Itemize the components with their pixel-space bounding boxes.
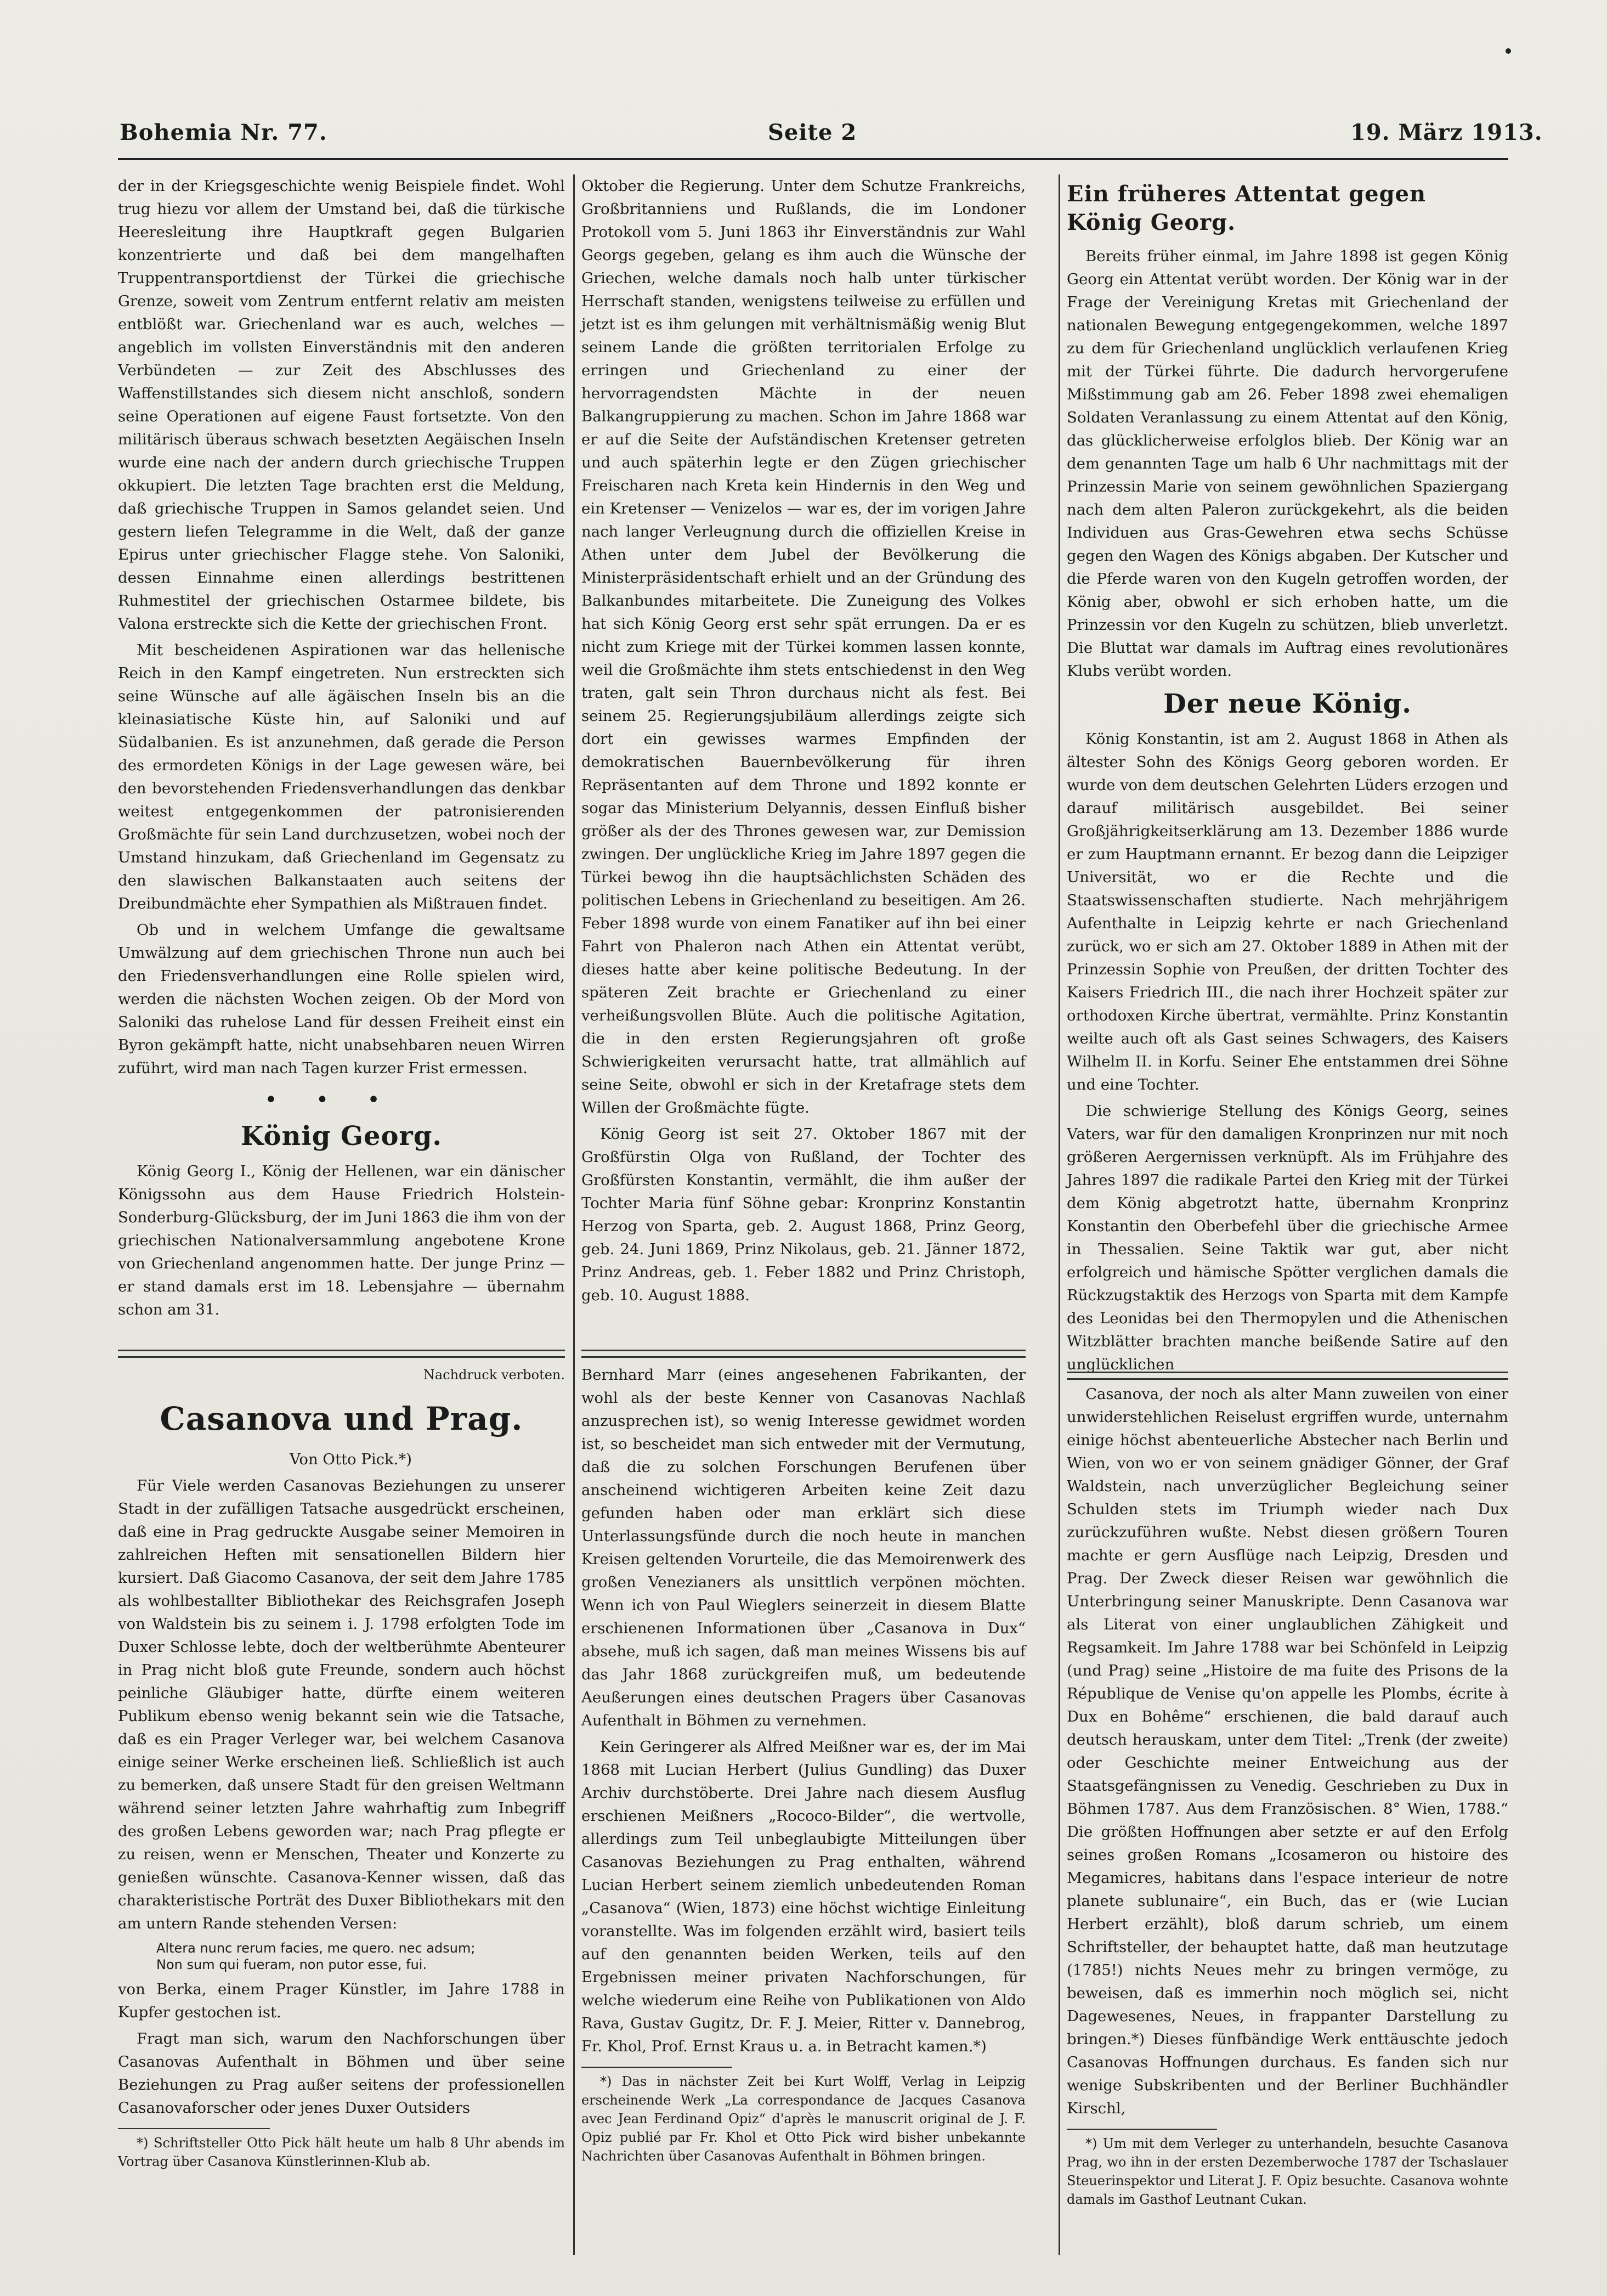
casanova-column-2 (581, 1363, 1026, 2258)
column-3-top (1067, 174, 1508, 1373)
column-rule (1059, 174, 1060, 1379)
footnote: *) Schriftsteller Otto Pick hält heute um halb 8 Uhr abends im Vortrag über Casanova Künstlerinnen-Klub ab. (118, 2135, 565, 2169)
latin-quote-line: Altera nunc rerum facies, me quero. nec adsum; (156, 1940, 476, 1956)
reprint-note: Nachdruck verboten. (423, 1367, 565, 1383)
section-rule (581, 1350, 1026, 1358)
section-rule (1067, 1372, 1508, 1380)
paragraph: Oktober die Regierung. Unter dem Schutze Frankreichs, Großbritanniens und Rußlands, die im Londoner Protokoll vom 5. Juni 1863 ihr Einverständnis zur Wahl Georgs gegeben, gelang es ihm auch die Wünsche der Griechen, welche damals noch halb unter türkischer Herrschaft standen, wenigstens teilweise zu erfüllen und jetzt ist es ihm gelungen mit verhältnismäßig wenig Blut seinem Lande die größten territorialen Erfolge zu erringen und Griechenland zu einer der hervorragendsten Mächte in der neuen Balkangruppierung zu machen. Schon im Jahre 1868 war er auf die Seite der Aufständischen Kretenser getreten und auch späterhin legte er den Zügen griechischer Freischaren nach Kreta kein Hindernis in den Weg und ein Kretenser — Venizelos — war es, der im vorigen Jahre nach langer Verleugnung durch die offiziellen Kreise in Athen unter dem Jubel der Bevölkerung die Ministerpräsidentschaft erhielt und an der Gründung des Balkanbundes mitarbeitete. Die Zuneigung des Volkes hat sich König Georg erst sehr spät errungen. Da er es nicht zum Kriege mit der Türkei kommen lassen konnte, weil die Großmächte ihm stets entschiedenst in den Weg traten, galt sein Thron durchaus nicht als fest. Bei seinem 25. Regierungsjubiläum allerdings zeigte sich dort ein gewisses warmes Empfinden der demokratischen Bauernbevölkerung für ihren Repräsentanten auf dem Throne und 1892 konnte er sogar das Ministerium Delyannis, dessen Einfluß bisher größer als der des Thrones gewesen war, zur Demission zwingen. Der unglückliche Krieg im Jahre 1897 gegen die Türkei bewog ihn die hauptsächlichsten Schäden des politischen Lebens in Griechenland zu beseitigen. Am 26. Feber 1898 wurde von einem Fanatiker auf ihn bei einer Fahrt von Phaleron nach Athen ein Attentat verübt, dieses hatte aber keine politische Bedeutung. In der späteren Zeit brachte er Griechenland zu einer verheißungsvollen Blüte. Auch die politische Agitation, die in den ersten Regierungsjahren oft große Schwierigkeiten verursacht hatte, trat allmählich auf seine Seite, obwohl er sich in der Kretafrage stets dem Willen der Großmächte fügte. (581, 177, 1026, 1116)
article-title-neuer-koenig: Der neue König. (1163, 689, 1412, 719)
column-rule (573, 174, 575, 1379)
paragraph: König Georg ist seit 27. Oktober 1867 mit der Großfürstin Olga von Rußland, der Tochter des Großfürsten Konstantin, vermählt, die ihm außer der Tochter Maria fünf Söhne gebar: Kronprinz Konstantin Herzog von Sparta, geb. 2. August 1868, Prinz Georg, geb. 24. Juni 1869, Prinz Nikolaus, geb. 21. Jänner 1872, Prinz Andreas, geb. 1. Feber 1882 und Prinz Christoph, geb. 10. August 1888. (581, 1125, 1026, 1304)
column-rule (573, 1361, 575, 2255)
masthead-issue: Bohemia Nr. 77. (120, 120, 327, 145)
paragraph: Für Viele werden Casanovas Beziehungen zu unserer Stadt in der zufälligen Tatsache ausgedrückt erscheinen, daß eine in Prag gedruckte Ausgabe seiner Memoiren in zahlreichen Heften mit sensationellen Bildern hier kursiert. Daß Giacomo Casanova, der seit dem Jahre 1785 als wohlbestallter Bibliothekar des Reichsgrafen Joseph von Waldstein bis zu seinem i. J. 1798 erfolgten Tode im Duxer Schlosse lebte, doch der weltberühmte Abenteurer in Prag nicht bloß gute Freunde, sondern auch höchst peinliche Gläubiger hatte, dürfte einem weiteren Publikum ebenso wenig bekannt sein wie die Tatsache, daß es ein Prager Verleger war, bei welchem Casanova einige seiner Werke erscheinen ließ. Schließlich ist auch zu bemerken, daß unsere Stadt für den greisen Weltmann während seiner letzten Jahre wahrhaftig zum Inbegriff des großen Lebens geworden war; nach Prag pflegte er zu reisen, wenn er Menschen, Theater und Konzerte zu genießen wünschte. Casanova-Kenner wissen, daß das charakteristische Porträt des Duxer Bibliothekars mit den am untern Rande stehenden Versen: (118, 1477, 565, 1932)
page-number: Seite 2 (768, 120, 857, 145)
casanova-column-3 (1067, 1383, 1508, 2258)
paragraph: Mit bescheidenen Aspirationen war das hellenische Reich in den Kampf eingetreten. Nun erstreckten sich seine Wünsche auf alle ägäischen Inseln bis an die kleinasiatische Küste hin, auf Saloniki und auf Südalbanien. Es ist anzunehmen, daß gerade die Person des ermordeten Königs in der Lage gewesen wäre, bei den bevorstehenden Friedensverhandlungen das denkbar weitest entgegenkommen der patronisierenden Großmächte für sein Land durchzusetzen, wobei noch der Umstand hinzukam, daß Griechenland im Gegensatz zu den slawischen Balkanstaaten auch seitens der Dreibundmächte eher Sympathien als Mißtrauen findet. (118, 641, 565, 912)
page-header (0, 120, 1607, 153)
section-separator-stars: ••• (264, 1087, 418, 1113)
footnote: *) Das in nächster Zeit bei Kurt Wolff, Verlag in Leipzig erscheinende Werk „La correspondance de Jacques Casanova avec Jean Ferdinand Opiz“ d'après le manuscrit original de J. F. Opiz publié par Fr. Khol et Otto Pick wird bisher unbekannte Nachrichten über Casanovas Aufenthalt in Böhmen bringen. (581, 2074, 1026, 2164)
paragraph: Fragt man sich, warum den Nachforschungen über Casanovas Aufenthalt in Böhmen und über seine Beziehungen zu Prag außer seitens der professionellen Casanovaforscher oder jenes Duxer Outsiders (118, 2030, 565, 2117)
paragraph: Bereits früher einmal, im Jahre 1898 ist gegen König Georg ein Attentat verübt worden. Der König war in der Frage der Vereinigung Kretas mit Griechenland der nationalen Bewegung entgegengekommen, welche 1897 zu dem für Griechenland unglücklich verlaufenen Krieg mit der Türkei führte. Die dadurch hervorgerufene Mißstimmung gab am 26. Feber 1898 zwei ehemaligen Soldaten Veranlassung zu einem Attentat auf den König, das glücklicherweise erfolglos blieb. Der König war an dem genannten Tage um halb 6 Uhr nachmittags mit der Prinzessin Marie von seinem gewöhnlichen Spaziergang nach dem alten Paleron zurückgekehrt, als die beiden Individuen aus Gras-Gewehren etwa sechs Schüsse gegen den Wagen des Königs abgaben. Der Kutscher und die Pferde waren von den Kugeln getroffen worden, der König aber, obwohl er sich erhoben hatte, um die Prinzessin vor den Kugeln zu schützen, blieb unverletzt. Die Bluttat war damals im Auftrag eines revolutionäres Klubs verübt worden. (1067, 247, 1508, 680)
paragraph: Casanova, der noch als alter Mann zuweilen von einer unwiderstehlichen Reiselust ergriffen wurde, unternahm einige höchst abenteuerliche Abstecher nach Berlin und Wien, von wo er von seinem gnädiger Gönner, der Graf Waldstein, nach unverzüglicher Begleichung seiner Schulden stets im Triumph wieder nach Dux zurückzuführen wußte. Nebst diesen größern Touren machte er gern Ausflüge nach Leipzig, Dresden und Prag. Der Zweck dieser Reisen war gewöhnlich die Unterbringung seiner Manuskripte. Denn Casanova war als Literat von einer unglaublichen Zähigkeit und Regsamkeit. Im Jahre 1788 war bei Schönfeld in Leipzig (und Prag) seine „Histoire de ma fuite des Prisons de la République de Venise qu'on appelle les Plombs, écrite à Dux en Bohême“ erschienen, die bald darauf auch deutsch herauskam, unter dem Titel: „Trenk (der zweite) oder Geschichte meiner Entweichung aus der Staatsgefängnissen zu Venedig. Geschrieben zu Dux in Böhmen 1787. Aus dem Französischen. 8° Wien, 1788.“ Die größten Hoffnungen aber setzte er auf den Erfolg seines großen Romans „Icosameron ou histoire des Megamicres, habitans dans l'espace interieur de notre planete sublunaire“, ein Buch, das er (wie Lucian Herbert erzählt), bloß darum schrieb, um einem Schriftsteller, der behauptet hatte, daß man heutzutage (1785!) nichts Neues mehr zu bringen vermöge, zu beweisen, daß es immerhin noch möglich sei, nicht Dagewesenes, Neues, in frappanter Darstellung zu bringen.*) Dieses fünfbändige Werk enttäuschte jedoch Casanovas Hoffnungen durchaus. Es fanden sich nur wenige Subskribenten und der Berliner Buchhändler Kirschl, (1067, 1385, 1508, 2117)
paragraph: der in der Kriegsgeschichte wenig Beispiele findet. Wohl trug hiezu vor allem der Umstand bei, daß die türkische Heeresleitung ihre Hauptkraft gegen Bulgarien konzentrierte und daß bei dem mangelhaften Truppentransportdienst der Türkei die griechische Grenze, soweit vom Zentrum entfernt relativ am meisten entblößt war. Griechenland war es auch, welches — angeblich im vollsten Einverständnis mit den anderen Verbündeten — zur Zeit des Abschlusses des Waffenstillstandes sich diesem nicht anschloß, sondern seine Operationen auf eigene Faust fortsetzte. Von den militärisch überaus schwach besetzten Aegäischen Inseln wurde eine nach der andern durch griechische Truppen okkupiert. Die letzten Tage brachten erst die Meldung, daß griechische Truppen in Samos gelandet seien. Und gestern liefen Telegramme in die Welt, daß der ganze Epirus unter griechischer Flagge stehe. Von Saloniki, dessen Einnahme einen allerdings bestrittenen Ruhmestitel der griechischen Ostarmee bildete, bis Valona erstreckte sich die Kette der griechischen Front. (118, 177, 565, 633)
footnote-rule (581, 2067, 732, 2068)
column-1-top (118, 174, 565, 1343)
column-2-top (581, 174, 1026, 1343)
paragraph: Kein Geringerer als Alfred Meißner war es, der im Mai 1868 mit Lucian Herbert (Julius Gundling) das Duxer Archiv durchstöberte. Drei Jahre nach diesem Ausflug erschienen Meißners „Rococo-Bilder“, die wertvolle, allerdings zum Teil unbeglaubigte Mitteilungen über Casanovas Beziehungen zu Prag enthalten, während Lucian Herbert seinem ziemlich unbedeutenden Roman „Casanova“ (Wien, 1873) eine höchst wichtige Einleitung voranstellte. Was im folgenden erzählt wird, basiert teils auf den genannten beiden Werken, teils auf den Ergebnissen meiner privaten Nachforschungen, für welche wiederum eine Reihe von Publikationen von Aldo Rava, Gustav Gugitz, Dr. F. J. Meier, Ritter v. Dannebrog, Fr. Khol, Prof. Ernst Kraus u. a. in Betracht kamen.*) (581, 1738, 1026, 2055)
paragraph: Ob und in welchem Umfange die gewaltsame Umwälzung auf dem griechischen Throne nun auch bei den Friedensverhandlungen eine Rolle spielen wird, werden die nächsten Wochen zeigen. Ob der Mord von Saloniki das ruhelose Land für dessen Freiheit einst ein Byron gekämpft hatte, nicht unabsehbaren neuen Wirren zuführt, wird man nach Tagen kurzer Frist ermessen. (118, 921, 565, 1077)
paragraph: von Berka, einem Prager Künstler, im Jahre 1788 in Kupfer gestochen ist. (118, 1981, 565, 2021)
byline: Von Otto Pick.*) (290, 1451, 412, 1468)
paragraph: Bernhard Marr (eines angesehenen Fabrikanten, der wohl als der beste Kenner von Casanovas Nachlaß anzusprechen ist), so wenig Interesse gewidmet worden ist, so bescheidet man sich entweder mit der Vermutung, daß die zu solchen Forschungen Berufenen über anscheinend wichtigeren Arbeiten keine Zeit dazu gefunden haben oder man erklärt sich diese Unterlassungsfünde durch die noch heute in manchen Kreisen geltenden Vorurteile, die das Memoirenwerk des großen Venezianers als unsittlich verpönen möchten. Wenn ich von Paul Wieglers seinerzeit in diesem Blatte erschienenen Informationen über „Casanova in Dux“ absehe, muß ich sagen, daß man meines Wissens bis auf das Jahr 1868 zurückgreifen muß, um bedeutende Aeußerungen eines deutschen Pragers über Casanovas Aufenthalt in Böhmen zu vernehmen. (581, 1366, 1026, 1729)
article-title-casanova: Casanova und Prag. (160, 1400, 523, 1437)
header-rule (118, 158, 1508, 160)
casanova-column-1 (118, 1363, 565, 2258)
footnote-rule (1067, 2129, 1217, 2130)
footnote-rule (118, 2128, 270, 2129)
section-rule (118, 1350, 565, 1358)
column-rule (1059, 1361, 1060, 2255)
latin-quote-line: Non sum qui fueram, non putor esse, fui. (156, 1957, 427, 1972)
paragraph: König Georg I., König der Hellenen, war ein dänischer Königssohn aus dem Hause Friedrich Holstein-Sonderburg-Glücksburg, der im Juni 1863 die ihm von der griechischen Nationalversammlung angebotene Krone von Griechenland angenommen hatte. Der junge Prinz — er stand damals erst im 18. Lebensjahre — übernahm schon am 31. (118, 1163, 565, 1318)
issue-date: 19. März 1913. (1350, 120, 1543, 145)
page-dot (1506, 48, 1511, 54)
article-title-attentat: Ein früheres Attentat gegen König Georg. (1067, 181, 1427, 235)
paragraph: Die schwierige Stellung des Königs Georg, seines Vaters, war für den damaligen Kronprinzen nur mit noch größeren Aergernissen verknüpft. Als im Frühjahre des Jahres 1897 die radikale Partei den Krieg mit der Türkei dem König abgetrotzt hatte, übernahm Kronprinz Konstantin den Oberbefehl über die griechische Armee in Thessalien. Seine Taktik war gut, aber nicht erfolgreich und hämische Spötter verglichen damals die Rückzugstaktik des Herzogs von Sparta mit dem Kampfe des Leonidas bei den Thermopylen und die Athenischen Witzblätter brachten manche beißende Satire auf den unglücklichen (1067, 1102, 1508, 1373)
paragraph: König Konstantin, ist am 2. August 1868 in Athen als ältester Sohn des Königs Georg geboren worden. Er wurde von dem deutschen Gelehrten Lüders erzogen und darauf militärisch ausgebildet. Bei seiner Großjährigkeitserklärung am 13. Dezember 1886 wurde er zum Hauptmann ernannt. Er bezog dann die Leipziger Universität, wo er die Rechte und die Staatswissenschaften studierte. Nach mehrjährigem Aufenthalte in Leipzig kehrte er nach Griechenland zurück, wo er sich am 27. Oktober 1889 in Athen mit der Prinzessin Sophie von Preußen, der dritten Tochter des Kaisers Friedrich III., die nach ihrer Hochzeit später zur orthodoxen Kirche übertrat, vermählte. Prinz Konstantin weilte auch oft als Gast seines Schwagers, des Kaisers Wilhelm II. in Korfu. Seiner Ehe entstammen drei Söhne und eine Tochter. (1067, 730, 1508, 1093)
footnote: *) Um mit dem Verleger zu unterhandeln, besuchte Casanova Prag, wo ihn in der ersten Dezemberwoche 1787 der Tschaslauer Steuerinspektor und Literat J. F. Opiz besuchte. Casanova wohnte damals im Gasthof Leutnant Cukan. (1067, 2136, 1508, 2207)
article-title-koenig-georg: König Georg. (240, 1121, 443, 1152)
